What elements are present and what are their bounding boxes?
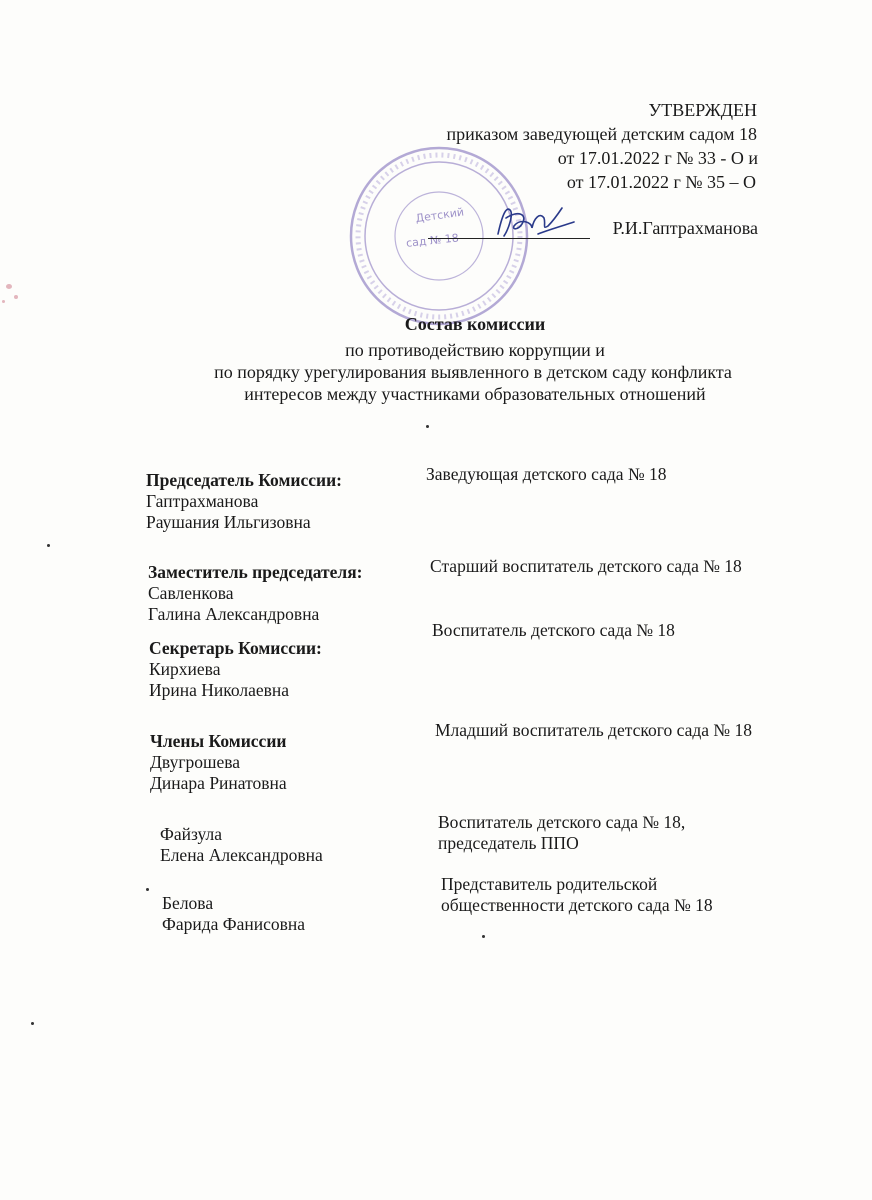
scan-speck [31, 1022, 34, 1025]
scan-speck [482, 935, 485, 938]
member-2-names [148, 562, 363, 625]
member-4-name: Динара Ринатовна [150, 773, 287, 793]
member-3-surname: Кирхиева [149, 659, 221, 679]
member-6-position-line-1: Представитель родительской [441, 874, 658, 894]
member-2-role: Заместитель председателя: [148, 562, 363, 582]
scan-speck [6, 284, 12, 289]
member-3-name: Ирина Николаевна [149, 680, 290, 700]
member-6-position-line-2: общественности детского сада № 18 [441, 895, 713, 915]
member-4-position: Младший воспитатель детского сада № 18 [435, 720, 752, 740]
member-4-names [150, 731, 287, 794]
member-5-name: Елена Александровна [160, 845, 323, 865]
approval-heading: УТВЕРЖДЕН [648, 100, 757, 120]
member-2-surname: Савленкова [148, 583, 234, 603]
member-5-position [438, 812, 685, 854]
member-5-position-line-2: председатель ППО [438, 833, 579, 853]
approval-order-line: приказом заведующей детским садом 18 [446, 124, 757, 144]
page-title: Состав комиссии [404, 314, 546, 334]
member-6-name: Фарида Фанисовна [162, 914, 305, 934]
title-subline-1: по противодействию коррупции и [345, 340, 605, 360]
scan-speck [426, 425, 429, 428]
approval-date-line-1: от 17.01.2022 г № 33 - О и [557, 148, 758, 168]
member-6-surname: Белова [162, 893, 214, 913]
scan-speck [2, 300, 5, 303]
member-6-position [441, 874, 713, 916]
member-3-role: Секретарь Комиссии: [149, 638, 322, 658]
stamp-text-line2: сад № 18 [405, 231, 460, 250]
title-subline-2: по порядку урегулирования выявленного в детском саду конфликта [214, 362, 732, 382]
title-subline-3: интересов между участниками образовательных отношений [244, 384, 706, 404]
member-3-names [149, 638, 322, 701]
scan-speck [47, 544, 50, 547]
member-3-position: Воспитатель детского сада № 18 [432, 620, 675, 640]
member-5-surname: Файзула [160, 824, 222, 844]
member-4-surname: Двугрошева [150, 752, 241, 772]
member-1-name: Раушания Ильгизовна [146, 512, 311, 532]
approval-signatory: Р.И.Гаптрахманова [612, 218, 758, 238]
scan-speck [14, 295, 18, 299]
member-4-role: Члены Комиссии [150, 731, 287, 751]
approval-date-line-2: от 17.01.2022 г № 35 – О [566, 172, 756, 192]
member-5-names [160, 824, 323, 866]
stamp-text-line1: Детский [414, 205, 465, 226]
member-2-position: Старший воспитатель детского сада № 18 [430, 556, 742, 576]
member-1-role: Председатель Комиссии: [146, 470, 342, 490]
signature-line [428, 238, 590, 239]
member-1-position: Заведующая детского сада № 18 [426, 464, 667, 484]
member-6-names [162, 893, 305, 935]
member-1-surname: Гаптрахманова [146, 491, 259, 511]
member-2-name: Галина Александровна [148, 604, 320, 624]
member-1-names [146, 470, 342, 533]
member-5-position-line-1: Воспитатель детского сада № 18, [438, 812, 686, 832]
scan-speck [146, 888, 149, 891]
